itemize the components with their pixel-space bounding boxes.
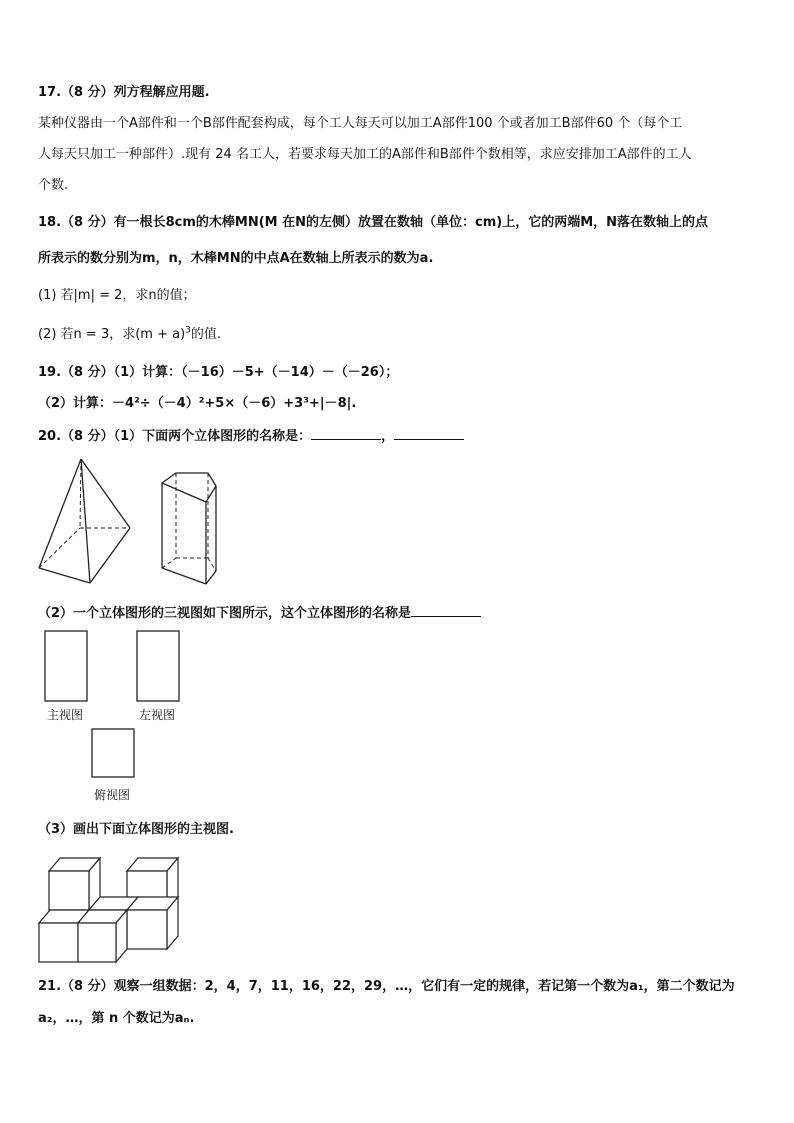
q17-text-line1: 某种仪器由一个A部件和一个B部件配套构成，每个工人每天可以加工A部件100 个或者加工B部件60 个（每个工 (38, 116, 683, 131)
q20-title (38, 427, 464, 446)
answer-blank-1[interactable] (311, 427, 381, 440)
quadrangular-pyramid-figure (36, 456, 136, 586)
q18-part2-expression: (2) 若n = 3，求(m + a) (38, 327, 186, 342)
q20-part2-text: （2）一个立体图形的三视图如下图所示，这个立体图形的名称是 (38, 606, 412, 621)
q19-part1: 19.（8 分）（1）计算：（－16）－5+（－14）－（－26）； (38, 365, 399, 380)
q17-title: 17.（8 分）列方程解应用题. (38, 85, 210, 100)
q18-text-line2: 所表示的数分别为m，n，木棒MN的中点A在数轴上所表示的数为a. (38, 251, 434, 266)
front-view-rectangle (44, 630, 88, 702)
q18-part2-suffix: 的值. (190, 327, 222, 342)
pentagonal-prism-figure (158, 470, 220, 590)
q18-text-line1: 18.（8 分）有一根长8cm的木棒MN(M 在N的左侧）放置在数轴（单位：cm)上，它的两端M，N落在数轴上的点 (38, 215, 709, 230)
top-view-rectangle (91, 728, 135, 778)
q20-part3: （3）画出下面立体图形的主视图. (38, 822, 234, 837)
q20-comma: ， (381, 429, 395, 444)
q20-part2 (38, 604, 481, 623)
cube-stack-figure (37, 854, 182, 966)
q18-part1: (1) 若|m| = 2，求n的值； (38, 288, 196, 303)
answer-blank-3[interactable] (411, 604, 481, 617)
q21-text-line2: a₂，…，第 n 个数记为aₙ. (38, 1011, 195, 1026)
answer-blank-2[interactable] (394, 427, 464, 440)
q20-title-text: 20.（8 分）（1）下面两个立体图形的名称是： (38, 429, 312, 444)
q18-part2-exponent: 3 (185, 325, 191, 336)
top-view-label: 俯视图 (94, 788, 131, 802)
front-view-label: 主视图 (47, 708, 84, 722)
q18-part2 (38, 326, 221, 344)
q21-text-line1: 21.（8 分）观察一组数据：2，4，7，11，16，22，29，…，它们有一定的规律，若记第一个数为a₁，第二个数记为 (38, 979, 735, 994)
left-view-label: 左视图 (139, 708, 176, 722)
left-view-rectangle (136, 630, 180, 702)
q19-part2: （2）计算：－4²÷（－4）²+5×（－6）+3³+|－8|. (38, 396, 357, 411)
q17-text-line3: 个数. (38, 178, 69, 193)
q17-text-line2: 人每天只加工一种部件）.现有 24 名工人，若要求每天加工的A部件和B部件个数相等，求应安排加工A部件的工人 (38, 147, 692, 162)
